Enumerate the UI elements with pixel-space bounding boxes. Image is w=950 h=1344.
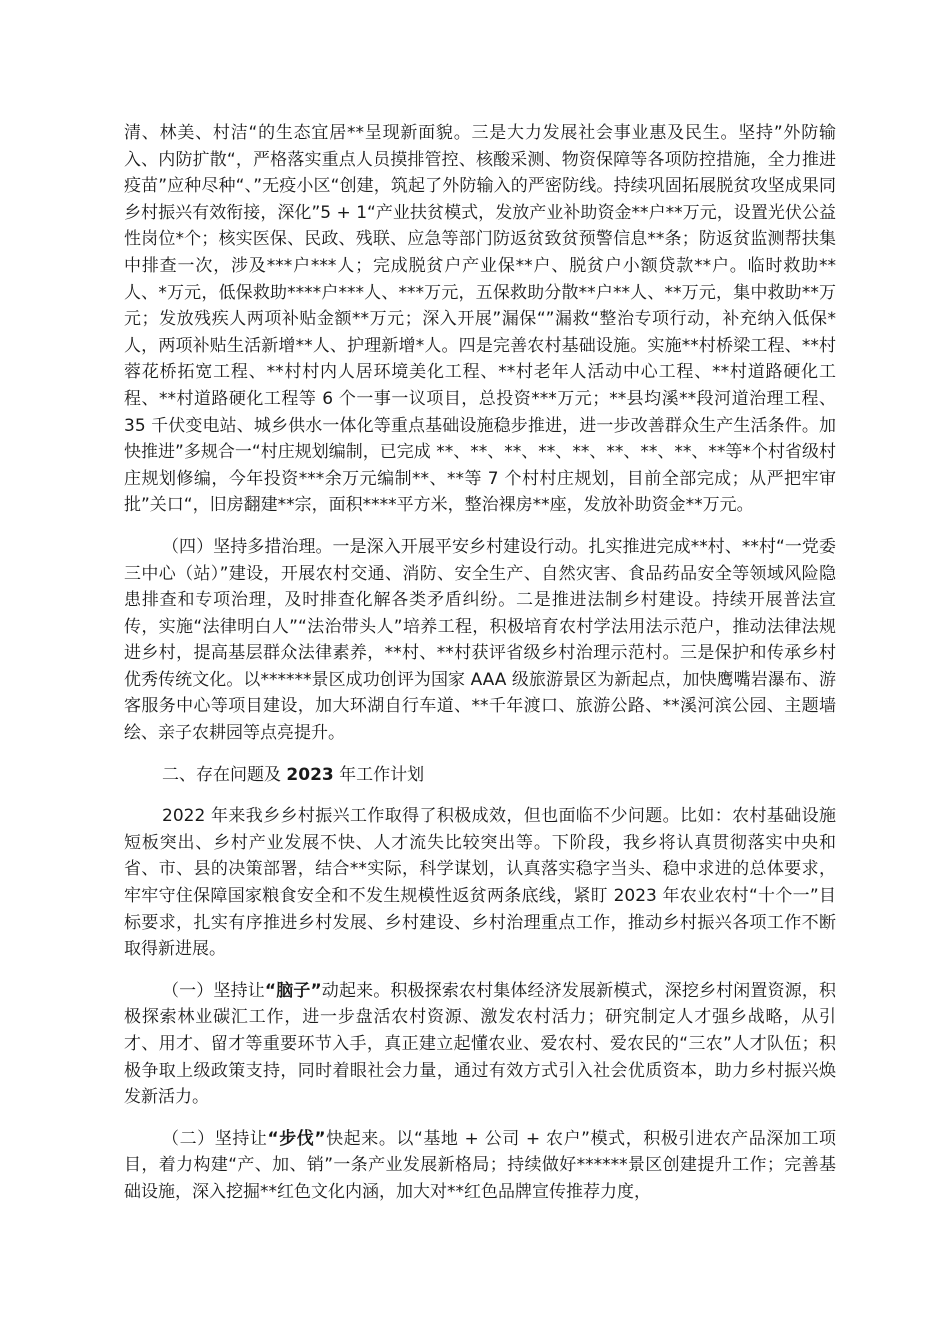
heading-suffix: 年工作计划	[333, 764, 425, 785]
heading-prefix: 二、存在问题及	[162, 764, 287, 785]
paragraph-plan-two	[124, 1126, 836, 1206]
plan-one-keyword: “脑子”	[264, 980, 322, 1001]
plan-two-keyword: “步伐”	[267, 1128, 326, 1149]
section-heading-problems-plan	[124, 762, 836, 789]
paragraph-governance: （四）坚持多措治理。一是深入开展平安乡村建设行动。扎实推进完成**村、**村“一党委三中心（站）”建设，开展农村交通、消防、安全生产、自然灾害、食品药品安全等领域风险隐患排查和专项治理，及时排查化解各类矛盾纠纷。二是推进法制乡村建设。持续开展普法宣传，实施“法律明白人”“法治带头人”培养工程，积极培育农村学法用法示范户，推动法律法规进乡村，提高基层群众法律素养，**村、**村获评省级乡村治理示范村。三是保护和传承乡村优秀传统文化。以******景区成功创评为国家 AAA 级旅游景区为新起点，加快鹰嘴岩瀑布、游客服务中心等项目建设，加大环湖自行车道、**千年渡口、旅游公路、**溪河滨公园、主题墙绘、亲子农耕园等点亮提升。	[124, 536, 836, 744]
paragraph-livelihood-infrastructure: 清、林美、村洁“的生态宜居**呈现新面貌。三是大力发展社会事业惠及民生。坚持”外防输入、内防扩散“，严格落实重点人员摸排管控、核酸采测、物资保障等各项防控措施，全力推进疫苗”应种尽种“、”无疫小区“创建，筑起了外防输入的严密防线。持续巩固拓展脱贫攻坚成果同乡村振兴有效衔接，深化”5 + 1“产业扶贫模式，发放产业补助资金**户**万元，设置光伏公益性岗位*个；核实医保、民政、残联、应急等部门防返贫致贫预警信息**条；防返贫监测帮扶集中排查一次，涉及***户***人；完成脱贫户产业保**户、脱贫户小额贷款**户。临时救助**人、*万元，低保救助****户***人、***万元，五保救助分散**户**人、**万元，集中救助**万元；发放残疾人两项补贴金额**万元；深入开展”漏保“”漏救“整治专项行动，补充纳入低保*人，两项补贴生活新增**人、护理新增*人。四是完善农村基础设施。实施**村桥梁工程、**村蓉花桥拓宽工程、**村村内人居环境美化工程、**村老年人活动中心工程、**村道路硬化工程、**村道路硬化工程等 6 个一事一议项目，总投资***万元；**县均溪**段河道治理工程、35 千伏变电站、城乡供水一体化等重点基础设施稳步推进，进一步改善群众生产生活条件。加快推进”多规合一“村庄规划编制，已完成 **、**、**、**、**、**、**、**、**等*个村省级村庄规划修编，今年投资***余万元编制**、**等 7 个村村庄规划，目前全部完成；从严把牢审批”关口“，旧房翻建**宗，面积****平方米，整治裸房**座，发放补助资金**万元。	[124, 123, 836, 516]
paragraph-2022-summary: 2022 年来我乡乡村振兴工作取得了积极成效，但也面临不少问题。比如：农村基础设施短板突出、乡村产业发展不快、人才流失比较突出等。下阶段，我乡将认真贯彻落实中央和省、市、县的决策部署，结合**实际，科学谋划，认真落实稳字当头、稳中求进的总体要求，牢牢守住保障国家粮食安全和不发生规模性返贫两条底线，紧盯 2023 年农业农村“十个一”目标要求，扎实有序推进乡村发展、乡村建设、乡村治理重点工作，推动乡村振兴各项工作不断取得新进展。	[124, 806, 836, 960]
plan-one-body: 动起来。积极探索农村集体经济发展新模式，深挖乡村闲置资源，积极探索林业碳汇工作，进一步盘活农村资源、激发农村活力；研究制定人才强乡战略，从引才、用才、留才等重要环节入手，真正建立起懂农业、爱农村、爱农民的“三农”人才队伍；积极争取上级政策支持，同时着眼社会力量，通过有效方式引入社会优质资本，助力乡村振兴焕发新活力。	[124, 980, 836, 1108]
heading-year: 2023	[286, 764, 334, 785]
plan-two-prefix: （二）坚持让	[162, 1128, 268, 1149]
paragraph-plan-one	[124, 978, 836, 1111]
plan-two-body: 快起来。以“基地 + 公司 + 农户”模式，积极引进农产品深加工项目，着力构建“产、加、销”一条产业发展新格局；持续做好******景区创建提升工作；完善基础设施，深入挖掘**红色文化内涵，加大对**红色品牌宣传推荐力度，	[124, 1128, 837, 1202]
document-body	[124, 120, 836, 1206]
plan-one-prefix: （一）坚持让	[162, 980, 265, 1001]
